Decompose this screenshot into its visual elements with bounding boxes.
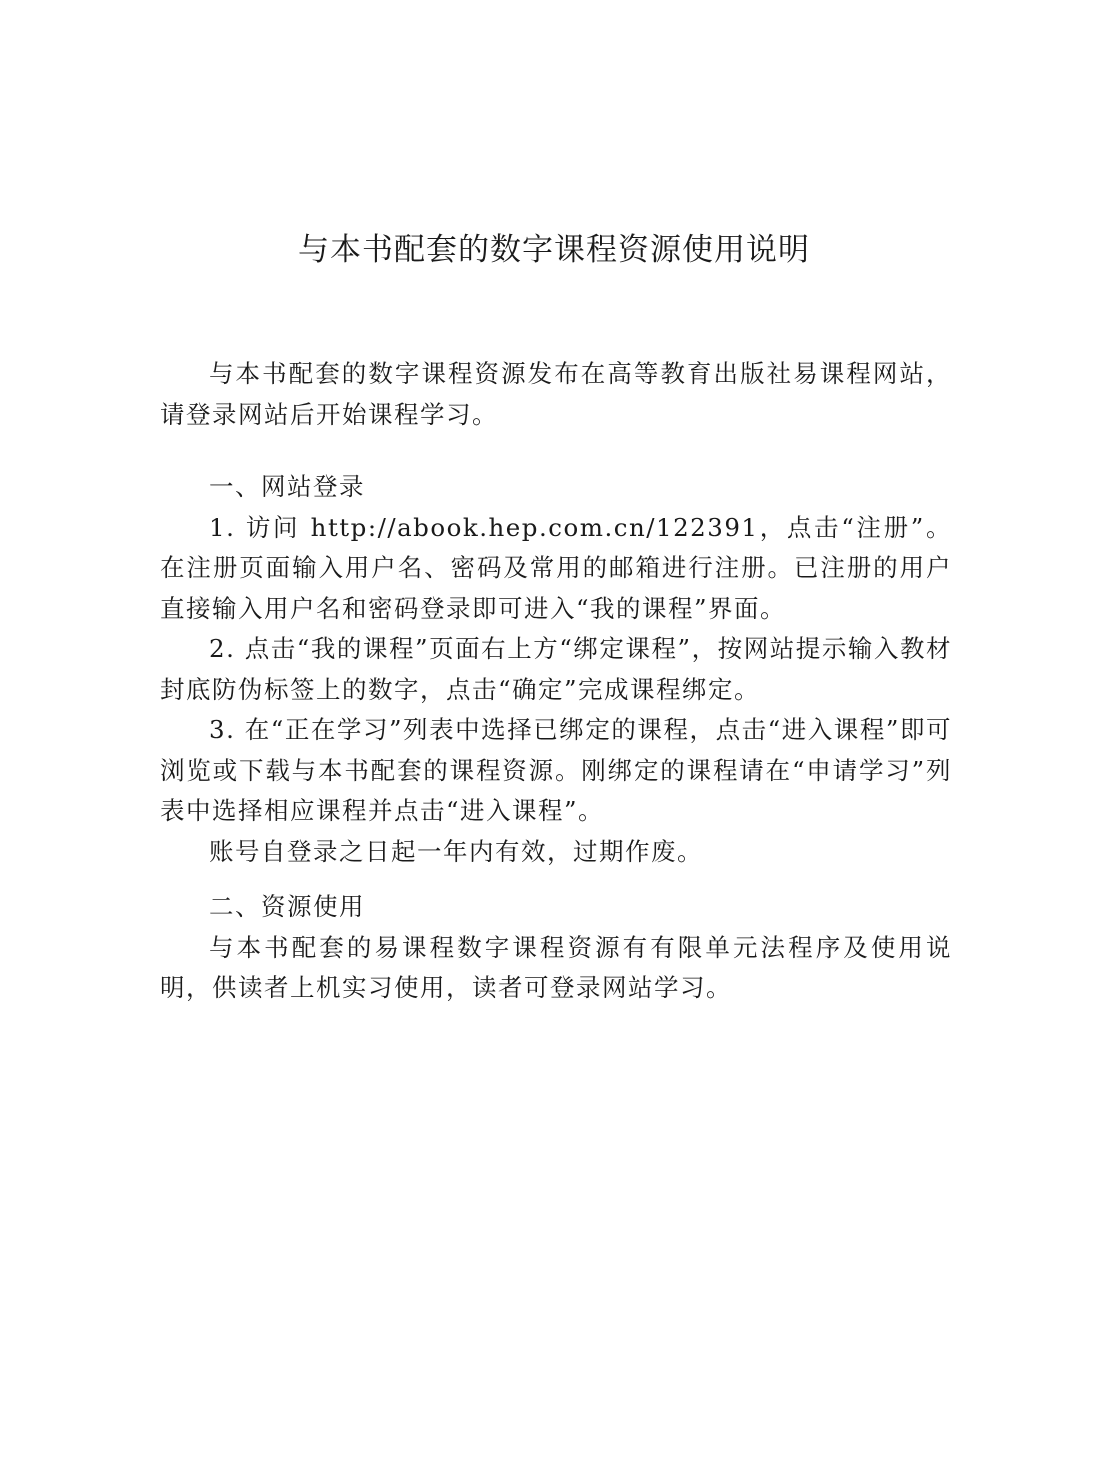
- section-heading: 一、网站登录: [209, 472, 365, 501]
- intro-paragraph: 与本书配套的数字课程资源发布在高等教育出版社易课程网站，请登录网站后开始课程学习。: [160, 359, 952, 429]
- paragraph-validity: 账号自登录之日起一年内有效，过期作废。: [209, 836, 703, 866]
- paragraph-resource: 与本书配套的易课程数字课程资源有有限单元法程序及使用说明，供读者上机实习使用，读者可登录网站学习。: [160, 932, 952, 1002]
- paragraph-step-1: 1. 访问 http://abook.hep.com.cn/122391，点击“注册”。在注册页面输入用户名、密码及常用的邮箱进行注册。已注册的用户直接输入用户名和密码登录即可进入“我的课程”界面。: [160, 512, 952, 623]
- page-title: 与本书配套的数字课程资源使用说明: [298, 232, 810, 268]
- paragraph-step-3: 3. 在“正在学习”列表中选择已绑定的课程，点击“进入课程”即可浏览或下载与本书配套的课程资源。刚绑定的课程请在“申请学习”列表中选择相应课程并点击“进入课程”。: [160, 715, 952, 825]
- section-website-login: [160, 467, 952, 872]
- section-heading: 二、资源使用: [209, 892, 365, 921]
- paragraph-step-2: 2. 点击“我的课程”页面右上方“绑定课程”，按网站提示输入教材封底防伪标签上的数字，点击“确定”完成课程绑定。: [160, 634, 952, 704]
- section-resource-usage: [160, 887, 952, 1009]
- intro-block: [160, 354, 952, 435]
